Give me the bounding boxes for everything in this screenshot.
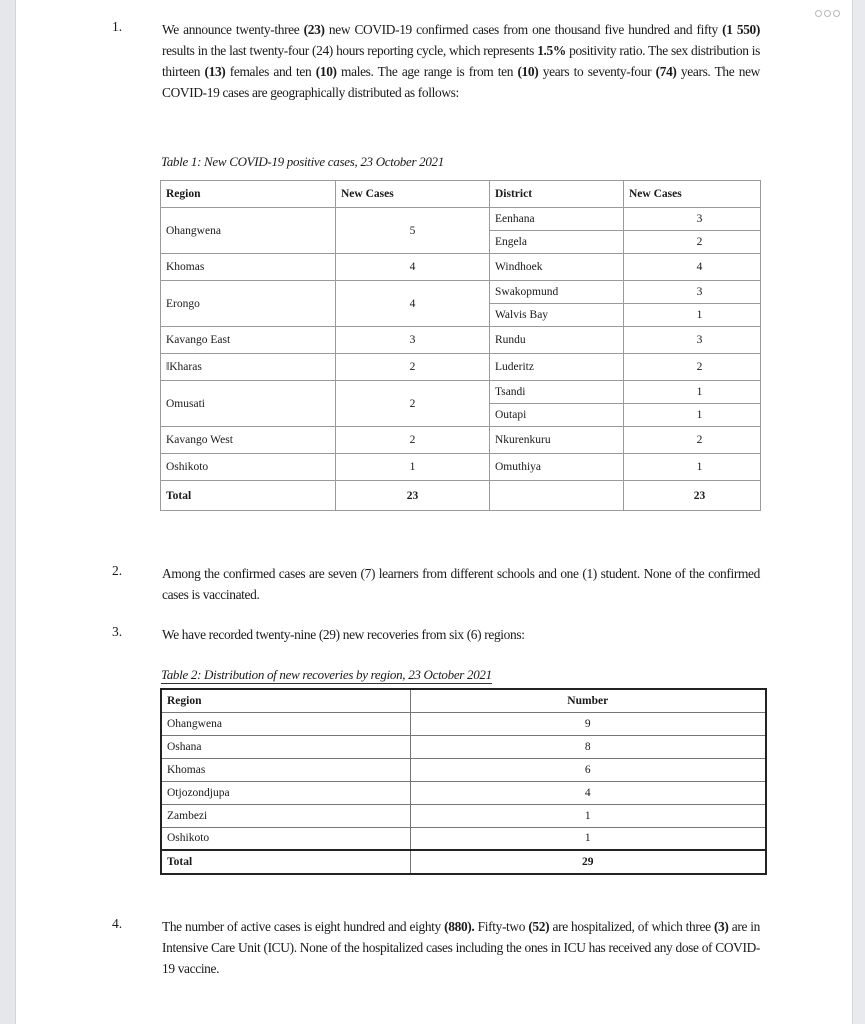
region-cases-cell: 5 [336, 208, 490, 254]
district-cases-cell: 1 [624, 304, 761, 327]
region-cell: Khomas [161, 254, 336, 281]
table-row [161, 827, 766, 850]
district-cell: Engela [490, 231, 624, 254]
number-cell: 9 [410, 712, 766, 735]
region-cases-cell: 3 [336, 327, 490, 354]
bold-figure: (10) [315, 64, 337, 79]
total-region-cases: 23 [336, 481, 490, 511]
table-row [161, 735, 766, 758]
district-cases-cell: 3 [624, 327, 761, 354]
header-district-new-cases: New Cases [624, 181, 761, 208]
district-cases-cell: 1 [624, 381, 761, 404]
district-cell: Swakopmund [490, 281, 624, 304]
region-cell: Zambezi [161, 804, 410, 827]
bold-figure: (1 550) [722, 22, 761, 37]
table-row [161, 327, 761, 354]
bold-figure: (23) [303, 22, 325, 37]
text-run: Among the confirmed cases are seven (7) learners from different schools and one (1) student. None of the confirmed cases is vaccinated. [162, 566, 760, 602]
new-cases-table [160, 180, 761, 511]
region-cell: Otjozondjupa [161, 781, 410, 804]
total-label: Total [161, 481, 336, 511]
district-cell: Nkurenkuru [490, 427, 624, 454]
item-text [162, 624, 760, 645]
total-label: Total [161, 850, 410, 874]
region-cell: Kavango West [161, 427, 336, 454]
text-run: Fifty-two [474, 919, 529, 934]
table-row [161, 781, 766, 804]
recoveries-table [160, 688, 767, 875]
more-options-icon[interactable] [815, 10, 840, 17]
total-row [161, 850, 766, 874]
region-cases-cell: 4 [336, 281, 490, 327]
district-cell: Eenhana [490, 208, 624, 231]
bold-figure: (10) [517, 64, 539, 79]
table-row [161, 454, 761, 481]
text-run: years. The new COVID-19 cases are geographically distributed as follows: [162, 64, 760, 100]
district-cell: Rundu [490, 327, 624, 354]
region-cases-cell: 2 [336, 381, 490, 427]
number-cell: 8 [410, 735, 766, 758]
district-cases-cell: 2 [624, 427, 761, 454]
text-run: are hospitalized, of which three [549, 919, 714, 934]
item-number: 4. [112, 916, 123, 931]
dot [833, 10, 840, 17]
document-page [15, 0, 853, 1024]
region-cases-cell: 2 [336, 427, 490, 454]
bold-figure: (74) [655, 64, 677, 79]
district-cases-cell: 1 [624, 404, 761, 427]
text-run: new COVID-19 confirmed cases from one thousand five hundred and fifty [324, 22, 723, 37]
text-run: females and ten [225, 64, 316, 79]
region-cell: Oshana [161, 735, 410, 758]
district-cell: Outapi [490, 404, 624, 427]
header-new-cases: New Cases [336, 181, 490, 208]
bold-figure: (13) [204, 64, 226, 79]
header-number: Number [410, 689, 766, 712]
bold-figure: (3) [713, 919, 729, 934]
table-row [161, 427, 761, 454]
scrollbar-track[interactable] [853, 0, 865, 1024]
header-region: Region [161, 689, 410, 712]
district-cell: Walvis Bay [490, 304, 624, 327]
table-header-row [161, 689, 766, 712]
district-cell: Windhoek [490, 254, 624, 281]
item-text [162, 19, 760, 103]
district-cases-cell: 4 [624, 254, 761, 281]
text-run: We announce twenty-three [162, 22, 304, 37]
number-cell: 4 [410, 781, 766, 804]
table2-caption-text: Table 2: Distribution of new recoveries by region, 23 October 2021 [161, 667, 492, 682]
item-number: 2. [112, 563, 123, 578]
text-run: We have recorded twenty-nine (29) new recoveries from six (6) regions: [162, 627, 525, 642]
region-cases-cell: 2 [336, 354, 490, 381]
empty-cell [490, 481, 624, 511]
bold-figure: 1.5% [537, 43, 566, 58]
table-row [161, 804, 766, 827]
table-row [161, 281, 761, 304]
table-row [161, 354, 761, 381]
item-number: 1. [112, 19, 123, 34]
item-text [162, 916, 760, 979]
table1-caption: Table 1: New COVID-19 positive cases, 23 October 2021 [161, 154, 444, 169]
header-district: District [490, 181, 624, 208]
text-run: males. The age range is from ten [336, 64, 518, 79]
district-cases-cell: 3 [624, 208, 761, 231]
region-cell: Oshikoto [161, 827, 410, 850]
district-cases-cell: 2 [624, 354, 761, 381]
table-row [161, 712, 766, 735]
total-district-cases: 23 [624, 481, 761, 511]
bold-figure: (52) [528, 919, 550, 934]
dot [824, 10, 831, 17]
district-cases-cell: 2 [624, 231, 761, 254]
table-row [161, 208, 761, 231]
header-region: Region [161, 181, 336, 208]
text-run: years to seventy-four [538, 64, 656, 79]
district-cell: Tsandi [490, 381, 624, 404]
region-cell: Kavango East [161, 327, 336, 354]
table-header-row [161, 181, 761, 208]
district-cases-cell: 3 [624, 281, 761, 304]
region-cell: Omusati [161, 381, 336, 427]
number-cell: 1 [410, 804, 766, 827]
item-number: 3. [112, 624, 123, 639]
text-run: results in the last twenty-four (24) hours reporting cycle, which represents [162, 43, 538, 58]
region-cell: Khomas [161, 758, 410, 781]
table2-caption [161, 667, 492, 683]
text-run: positivity ratio. The sex distribution is thirteen [162, 43, 760, 79]
number-cell: 6 [410, 758, 766, 781]
number-cell: 1 [410, 827, 766, 850]
district-cell: Luderitz [490, 354, 624, 381]
region-cell: ǁKharas [161, 354, 336, 381]
district-cell: Omuthiya [490, 454, 624, 481]
region-cell: Oshikoto [161, 454, 336, 481]
region-cases-cell: 4 [336, 254, 490, 281]
table-row [161, 758, 766, 781]
text-run: The number of active cases is eight hundred and eighty [162, 919, 445, 934]
dot [815, 10, 822, 17]
table-row [161, 254, 761, 281]
region-cell: Erongo [161, 281, 336, 327]
region-cell: Ohangwena [161, 208, 336, 254]
total-number: 29 [410, 850, 766, 874]
total-row [161, 481, 761, 511]
region-cell: Ohangwena [161, 712, 410, 735]
table-row [161, 381, 761, 404]
district-cases-cell: 1 [624, 454, 761, 481]
item-text [162, 563, 760, 605]
bold-figure: (880). [444, 919, 475, 934]
text-run: are in Intensive Care Unit (ICU). None of the hospitalized cases including the ones in ICU has received any dose of COVID-19 vaccine. [162, 919, 761, 976]
region-cases-cell: 1 [336, 454, 490, 481]
